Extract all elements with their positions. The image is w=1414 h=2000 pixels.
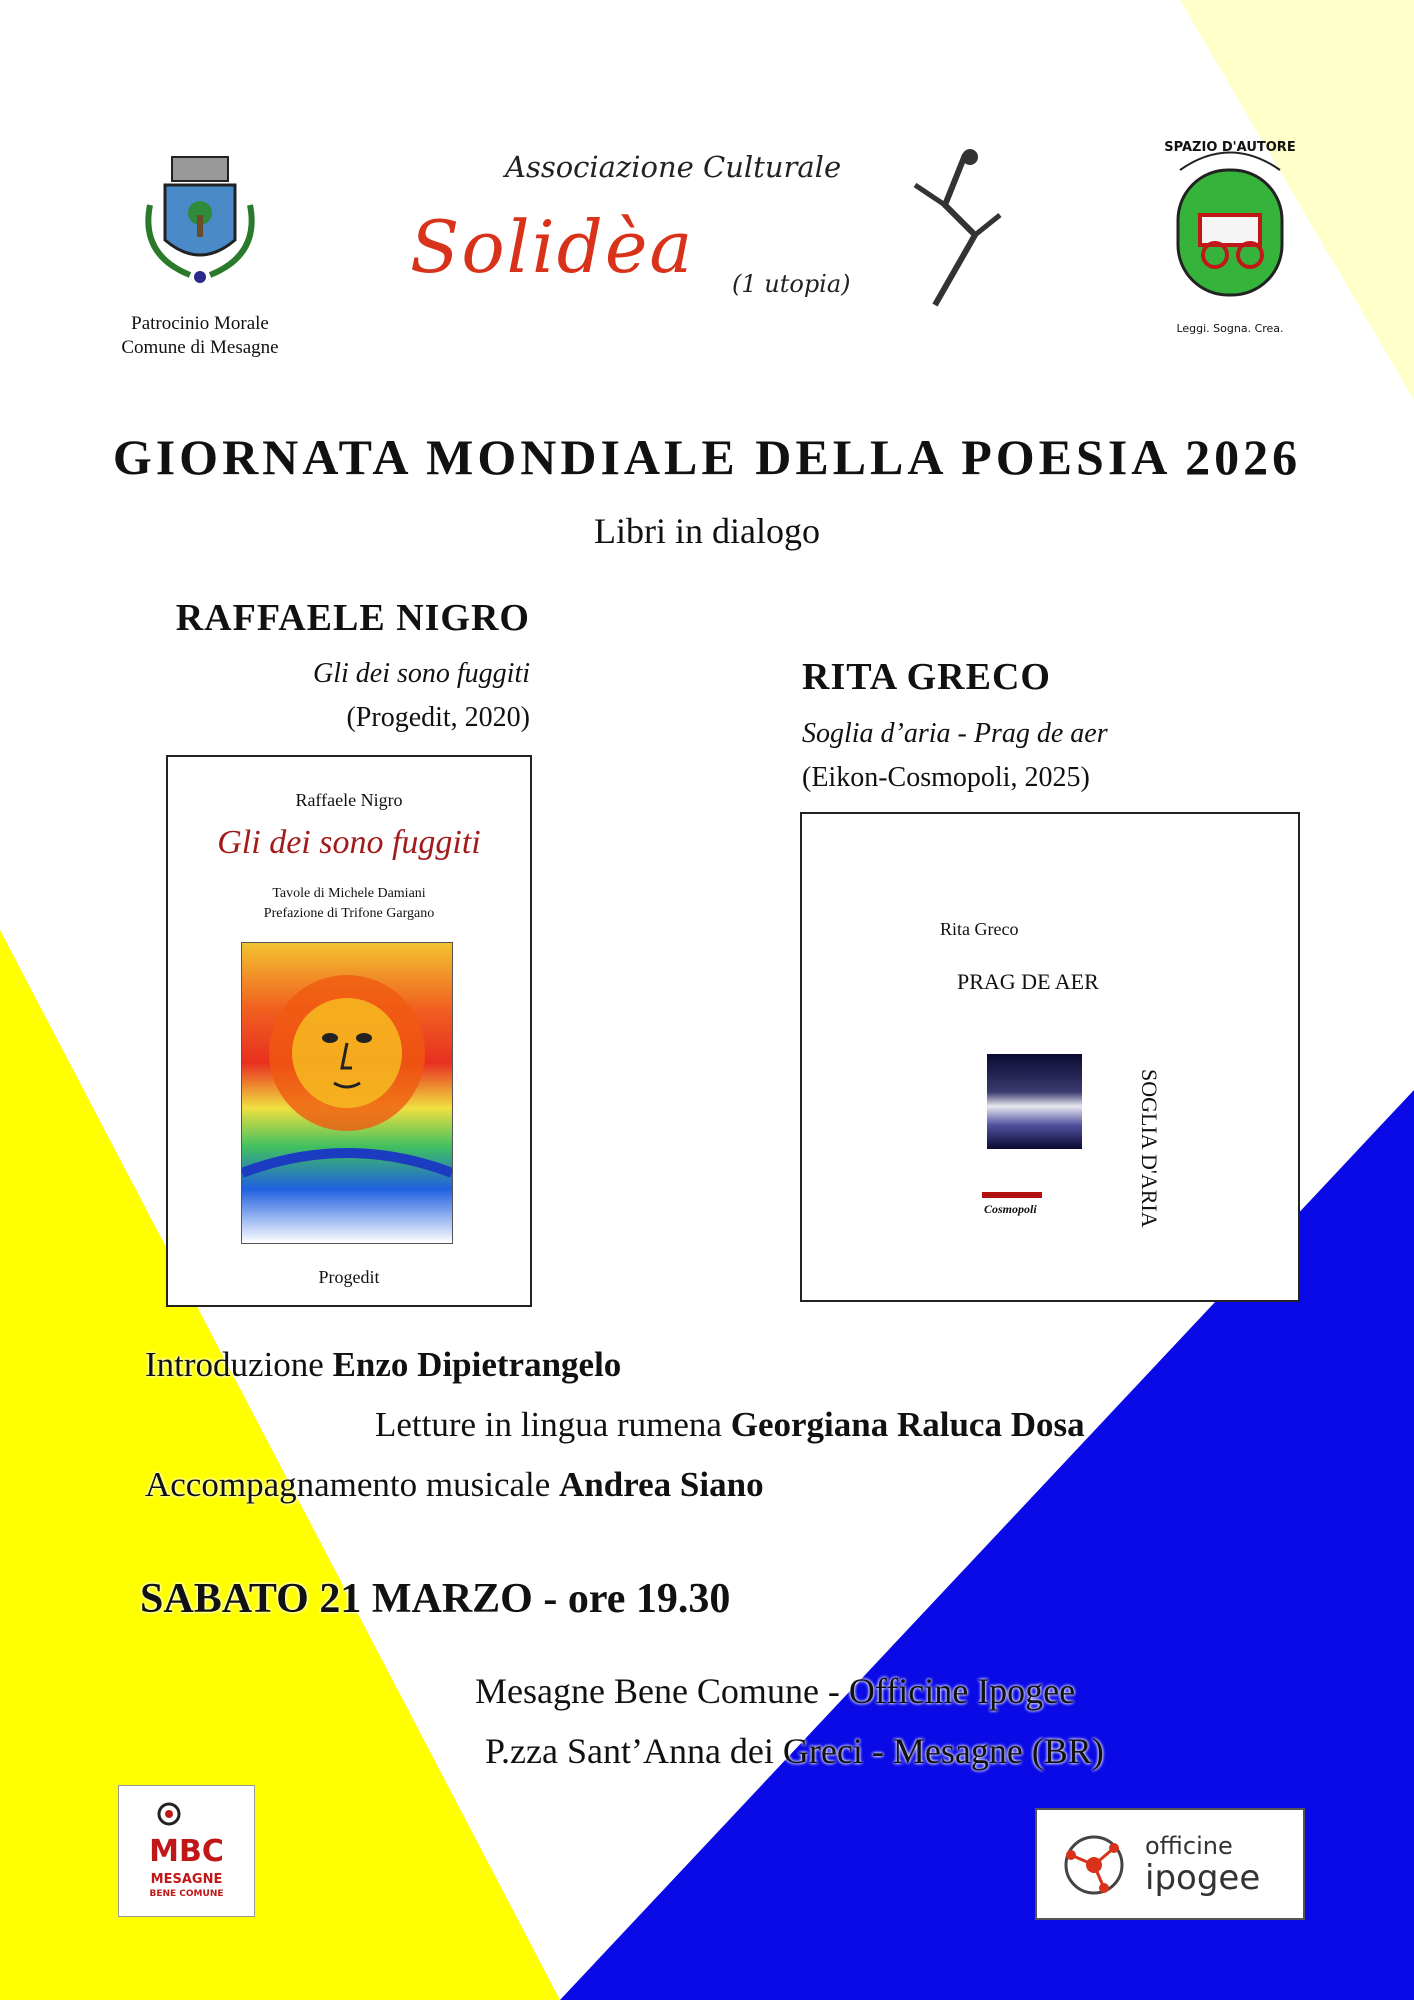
dancer-figure: [905, 145, 1005, 315]
intro-name: Enzo Dipietrangelo: [332, 1345, 622, 1384]
book2-author-heading: RITA GRECO: [802, 656, 1051, 698]
mbc-line2: BENE COMUNE: [149, 1889, 224, 1899]
book2-cover: [800, 812, 1300, 1302]
book2-cover-photo: [987, 1054, 1082, 1149]
coat-of-arms-icon: [130, 145, 270, 295]
assoc-sub: (1 utopia): [732, 270, 851, 298]
book1-author-heading: RAFFAELE NIGRO: [175, 597, 530, 639]
assoc-name: Solidèa: [410, 205, 695, 289]
sun-face-icon: [242, 943, 452, 1243]
book2-cover-title: PRAG DE AER: [957, 969, 1099, 994]
event-datetime: [140, 1575, 730, 1623]
book1-cover-line2: Prefazione di Trifone Gargano: [263, 906, 435, 921]
spazio-motto: Leggi. Sogna. Crea.: [1176, 322, 1284, 335]
credit-intro: [145, 1345, 621, 1385]
intro-label: Introduzione: [145, 1345, 324, 1384]
book1-cover-title: Gli dei sono fuggiti: [217, 824, 481, 861]
book1-cover: [166, 755, 532, 1307]
readings-label: Letture in lingua rumena: [375, 1405, 722, 1444]
event-date: SABATO 21 MARZO: [140, 1576, 533, 1622]
patronage-line2: Comune di Mesagne: [121, 337, 279, 358]
assoc-label: Associazione Culturale: [505, 150, 842, 184]
book2-cover-author: Rita Greco: [940, 919, 1019, 939]
readings-name: Georgiana Raluca Dosa: [730, 1405, 1085, 1444]
officine-logo: [1035, 1808, 1305, 1920]
book1-cover-publisher: Progedit: [318, 1267, 380, 1287]
date-sep: -: [532, 1576, 568, 1622]
book2-title: Soglia d’aria - Prag de aer: [802, 718, 1108, 749]
book2-cover-publisher: Cosmopoli: [984, 1202, 1037, 1216]
mbc-logo: [118, 1785, 255, 1917]
music-label: Accompagnamento musicale: [145, 1465, 551, 1504]
event-title: GIORNATA MONDIALE DELLA POESIA 2026: [112, 429, 1302, 485]
officine-line2: ipogee: [1145, 1858, 1261, 1898]
patronage-line1: Patrocinio Morale: [131, 313, 269, 334]
credit-music: [145, 1465, 764, 1505]
dancer-icon: [905, 145, 1005, 315]
officine-line1: officine: [1145, 1832, 1233, 1860]
book1-publisher: (Progedit, 2020): [346, 702, 530, 733]
venue-line1: Mesagne Bene Comune - Officine Ipogee: [475, 1671, 1076, 1711]
book2-publisher: (Eikon-Cosmopoli, 2025): [802, 762, 1090, 793]
mbc-mark: MBC: [149, 1834, 224, 1869]
mbc-emblem-icon: [119, 1794, 254, 1834]
spazio-badge-icon: [1160, 140, 1300, 300]
music-name: Andrea Siano: [559, 1465, 764, 1504]
mbc-line1: MESAGNE: [150, 1872, 223, 1887]
book1-cover-author: Raffaele Nigro: [295, 790, 403, 810]
comune-logo: [130, 145, 270, 295]
venue-line2: P.zza Sant’Anna dei Greci - Mesagne (BR): [485, 1731, 1104, 1771]
patronage-text: [90, 312, 310, 360]
spazio-name: SPAZIO D'AUTORE: [1164, 140, 1296, 155]
event-subtitle: Libri in dialogo: [594, 511, 820, 551]
spazio-logo: [1160, 140, 1300, 325]
book1-cover-artwork: [241, 942, 453, 1244]
event-time: ore 19.30: [567, 1576, 731, 1622]
book1-cover-line1: Tavole di Michele Damiani: [272, 886, 426, 901]
book2-cover-publisher-mark: [982, 1192, 1042, 1198]
credit-readings: [375, 1405, 1085, 1445]
book1-title: Gli dei sono fuggiti: [313, 658, 530, 689]
book2-cover-spine-title: SOGLIA D'ARIA: [1137, 1069, 1162, 1228]
officine-network-icon: [1059, 1830, 1129, 1900]
